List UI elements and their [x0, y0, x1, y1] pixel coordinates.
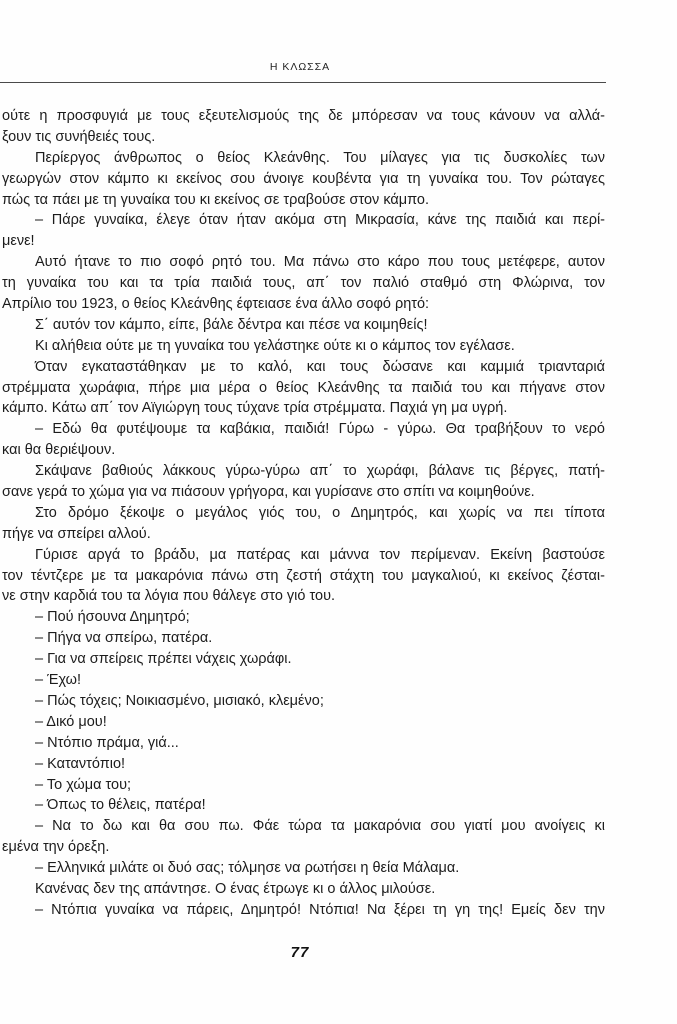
- paragraph: [2, 106, 605, 148]
- text-line: – Καταντόπιο!: [35, 755, 126, 772]
- text-line: πήγε να σπείρει αλλού.: [2, 525, 151, 542]
- text-line: – Το χώμα του;: [35, 776, 132, 793]
- paragraph: [2, 336, 605, 357]
- paragraph: [2, 503, 605, 545]
- paragraph: [2, 148, 605, 211]
- text-line: – Πήγα να σπείρω, πατέρα.: [35, 630, 213, 647]
- dialogue-paragraph: [2, 670, 605, 691]
- text-line: σανε γερά το χώμα για να πιάσουν γρήγορα, και γυρίσανε στο σπίτι να κοιμηθούνε.: [2, 484, 535, 501]
- paragraph: [2, 461, 605, 503]
- text-line: Όταν εγκαταστάθηκαν με το καλό, και τους δώσανε και καμμιά τριανταριά: [35, 358, 605, 375]
- text-line: Κανένας δεν της απάντησε. Ο ένας έτρωγε κι ο άλλος μιλούσε.: [35, 880, 436, 897]
- text-line: ούτε η προσφυγιά με τους εξευτελισμούς της δε μπόρεσαν να τους κάνουν να αλλά-: [2, 108, 605, 124]
- text-line: και θα θεριέψουν.: [2, 442, 116, 459]
- text-line: – Πώς τόχεις; Νοικιασμένο, μισιακό, κλεμένο;: [35, 692, 324, 709]
- text-line: Σ΄ αυτόν τον κάμπο, είπε, βάλε δέντρα και πέσε να κοιμηθείς!: [35, 316, 428, 333]
- text-line: τον τέντζερε με τα μακαρόνια πάνω στη ζεστή στάχτη του μαγκαλιού, κι εκείνος ζέσται-: [2, 567, 605, 584]
- text-line: Γύρισε αργά το βράδυ, μα πατέρας και μάννα τον περίμεναν. Εκείνη βαστούσε: [35, 546, 605, 563]
- text-line: Αυτό ήτανε το πιο σοφό ρητό του. Μα πάνω στο κάρο που τους μετέφερε, αυτον: [35, 254, 605, 271]
- dialogue-paragraph: [2, 754, 605, 775]
- text-line: Απρίλιο του 1923, ο θείος Κλεάνθης έφτειασε ένα άλλο σοφό ρητό:: [2, 296, 430, 313]
- text-line: Κι αλήθεια ούτε με τη γυναίκα του γελάστηκε ούτε κι ο κάμπος τον εγέλασε.: [35, 337, 515, 354]
- text-line: – Για να σπείρεις πρέπει νάχεις χωράφι.: [35, 651, 292, 668]
- dialogue-paragraph: [2, 691, 605, 712]
- text-line: γεωργών στον κάμπο κι εκείνος σου άνοιγε κουβέντα για τη γυναίκα του. Τον ρώταγες: [2, 170, 605, 187]
- running-head: Η ΚΛΩΣΣΑ: [269, 61, 331, 73]
- paragraph: [2, 315, 605, 336]
- dialogue-paragraph: [2, 795, 605, 816]
- text-line: κάμπο. Κάτω απ΄ τον Αϊγιώργη τους τύχανε τρία στρέμματα. Παχιά γη μα υγρή.: [2, 400, 508, 417]
- page-number: 77: [290, 944, 310, 961]
- dialogue-paragraph: [2, 858, 605, 879]
- dialogue-paragraph: [2, 649, 605, 670]
- text-line: Σκάψανε βαθιούς λάκκους γύρω-γύρω απ΄ το χωράφι, βάλανε τις βέργες, πατή-: [35, 463, 605, 480]
- text-line: εμένα την όρεξη.: [2, 839, 110, 856]
- dialogue-paragraph: [2, 900, 605, 921]
- dialogue-paragraph: [2, 628, 605, 649]
- text-line: – Ελληνικά μιλάτε οι δυό σας; τόλμησε να ρωτήσει η θεία Μάλαμα.: [35, 860, 460, 877]
- text-line: Στο δρόμο ξέκοψε ο μεγάλος γιός του, ο Δημητρός, και χωρίς να πει τίποτα: [35, 504, 605, 521]
- header-rule: [0, 82, 606, 83]
- text-line: – Πάρε γυναίκα, έλεγε όταν ήταν ακόμα στη Μικρασία, κάνε της παιδιά και περί-: [35, 212, 605, 229]
- text-line: – Όπως το θέλεις, πατέρα!: [35, 797, 206, 814]
- paragraph: [2, 879, 605, 900]
- paragraph: [2, 252, 605, 315]
- paragraph: [2, 545, 605, 608]
- dialogue-paragraph: [2, 712, 605, 733]
- text-line: – Να το δω και θα σου πω. Φάε τώρα τα μακαρόνια σου γιατί μου ανοίγεις κι: [35, 818, 605, 835]
- dialogue-paragraph: [2, 733, 605, 754]
- dialogue-paragraph: [2, 210, 605, 252]
- text-line: – Ντόπιο πράμα, γιά...: [35, 734, 179, 751]
- paragraph: [2, 357, 605, 420]
- text-line: – Δικό μου!: [35, 713, 107, 730]
- text-line: – Πού ήσουνα Δημητρό;: [35, 609, 190, 626]
- text-line: – Έχω!: [35, 672, 82, 689]
- text-line: νε στην καρδιά του τα λόγια που θάλεγε στο γιό του.: [2, 588, 336, 605]
- text-line: – Εδώ θα φυτέψουμε τα καβάκια, παιδιά! Γύρω - γύρω. Θα τραβήξουν το νερό: [35, 421, 605, 438]
- text-line: τη γυναίκα του και τα τρία παιδιά τους, απ΄ τον παλιό σταθμό στη Φλώρινα, τον: [2, 275, 605, 292]
- dialogue-paragraph: [2, 775, 605, 796]
- text-line: – Ντόπια γυναίκα να πάρεις, Δημητρό! Ντόπια! Να ξέρει τη γη της! Εμείς δεν την: [35, 901, 605, 918]
- text-line: μενε!: [2, 233, 35, 250]
- dialogue-paragraph: [2, 816, 605, 858]
- text-line: ξουν τις συνήθειές τους.: [2, 128, 156, 145]
- body-text: [2, 106, 605, 921]
- dialogue-paragraph: [2, 607, 605, 628]
- dialogue-paragraph: [2, 419, 605, 461]
- text-line: πώς τα πάει με τη γυναίκα του κι εκείνος σε τραβούσε στον κάμπο.: [2, 191, 430, 208]
- text-line: στρέμματα χωράφια, πήρε μια μέρα ο θείος Κλεάνθης τα παιδιά του και πήγανε στον: [2, 379, 605, 396]
- text-line: Περίεργος άνθρωπος ο θείος Κλεάνθης. Του μίλαγες για τις δυσκολίες των: [35, 149, 605, 166]
